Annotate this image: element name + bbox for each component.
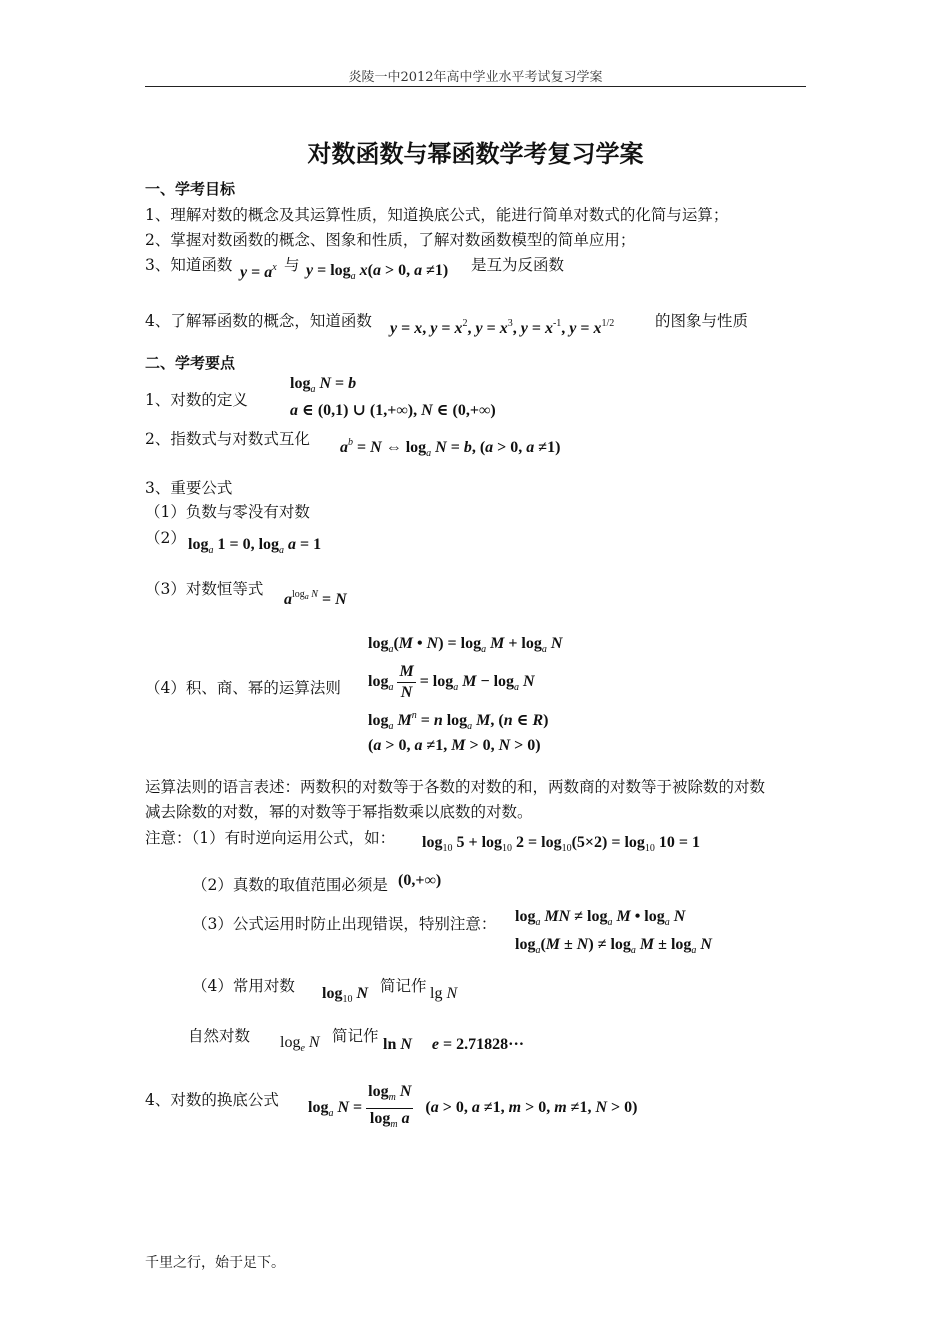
formula-ln: ln N e = 2.71828···: [383, 1036, 525, 1053]
goal-item-3-mid: 与: [284, 256, 300, 274]
section-heading-goals: 一、学考目标: [145, 180, 236, 198]
note-2: （2）真数的取值范围必须是: [192, 876, 388, 894]
goal-item-3-label: 3、知道函数: [145, 256, 233, 274]
formula-conditions: (a > 0, a ≠1, M > 0, N > 0): [368, 737, 541, 754]
formula-loge: $\log_e N$: [280, 1034, 320, 1054]
formula-warning-1: $\log_a$ MN ≠ $\log_a M$ • $\log_a N$: [515, 908, 686, 928]
note-3: （3）公式运用时防止出现错误，特别注意：: [192, 915, 497, 933]
page-header: 炎陵一中2012年高中学业水平考试复习学案: [348, 70, 603, 85]
goal-item-4-end: 的图象与性质: [655, 312, 749, 330]
goal-item-1: 1、理解对数的概念及其运算性质，知道换底公式，能进行简单对数式的化简与运算；: [145, 206, 729, 224]
formula-change-base: $\log_a N$ = $\frac{\log_m N}{\log_m a}$ (a > 0, a ≠1, m > 0, m ≠1, N > 0): [308, 1083, 638, 1130]
formula-identity: $a^{log_a N} = N$: [284, 589, 347, 608]
note-1: 注意：（1）有时逆向运用公式，如：: [145, 829, 396, 847]
goal-item-4-label: 4、了解幂函数的概念，知道函数: [145, 312, 372, 330]
formula-item-3-label: （3）对数恒等式: [145, 580, 264, 598]
formula-log10: $\log_{10} N$: [322, 985, 369, 1005]
formula-warning-2: $\log_a(M \pm N) \ne \log_a M \pm \log_a N$: [515, 936, 712, 956]
abbr-label-1: 简记作: [380, 977, 427, 995]
formula-example: $\log_{10} 5 + \log_{10} 2 = \log_{10}(5\times 2) = \log_{10} 10 = 1$: [422, 834, 701, 854]
page-footer: 千里之行，始于足下。: [145, 1255, 285, 1271]
goal-item-2: 2、掌握对数函数的概念、图象和性质，了解对数函数模型的简单应用；: [145, 231, 636, 249]
formula-log-one: $\log_a 1 = 0$, $\log_a a = 1$: [188, 536, 322, 556]
formula-log-domain: a ∈ (0,1) ∪ (1,+∞), N ∈ (0,+∞): [290, 402, 496, 419]
section-heading-keypoints: 二、学考要点: [145, 354, 236, 372]
formula-interchange: $a^b = N$ ⇔ $\log_a N = b$, (a > 0, a ≠1): [340, 437, 561, 459]
goal-item-3-end: 是互为反函数: [471, 256, 565, 274]
page-title: 对数函数与幂函数学考复习学案: [307, 140, 644, 168]
verbal-rule-line-1: 运算法则的语言表述：两数积的对数等于各数的对数的和，两数商的对数等于被除数的对数: [145, 778, 766, 796]
formula-item-2-label: （2）: [145, 529, 186, 547]
interchange-label: 2、指数式与对数式互化: [145, 430, 310, 448]
formula-log-func: $y = \log_a x(a > 0$, a ≠1): [306, 262, 449, 282]
natural-log-label: 自然对数: [188, 1027, 251, 1045]
header-rule: [145, 86, 806, 87]
abbr-label-2: 简记作: [332, 1027, 379, 1045]
important-formulas-label: 3、重要公式: [145, 479, 233, 497]
formula-lg: lg N: [430, 985, 458, 1002]
formula-product: $\log_a(M$ • $N) = \log_a M + \log_a N$: [368, 635, 563, 655]
formula-domain: (0,+∞): [398, 872, 442, 889]
formula-log-def: $\log_a N = b$: [290, 375, 357, 395]
formula-exp-func: $y = a^x$: [240, 262, 277, 281]
log-definition-label: 1、对数的定义: [145, 391, 248, 409]
formula-item-4-label: （4）积、商、幂的运算法则: [145, 679, 341, 697]
note-4: （4）常用对数: [192, 977, 295, 995]
verbal-rule-line-2: 减去除数的对数，幂的对数等于幂指数乘以底数的对数。: [145, 803, 533, 821]
change-base-label: 4、对数的换底公式: [145, 1091, 279, 1109]
formula-power: $\log_a M^n = n$ $\log_a M$, (n ∈ R): [368, 710, 549, 732]
formula-quotient: $\log_a$ $\frac{M}{N}$ = $\log_a M - \log_a N$: [368, 663, 535, 701]
formula-item-1: （1）负数与零没有对数: [145, 503, 310, 521]
formula-power-funcs: y = x, $y = x^2$, $y = x^3$, $y = x^{-1}$, $y = x^{1/2}$: [390, 318, 615, 337]
